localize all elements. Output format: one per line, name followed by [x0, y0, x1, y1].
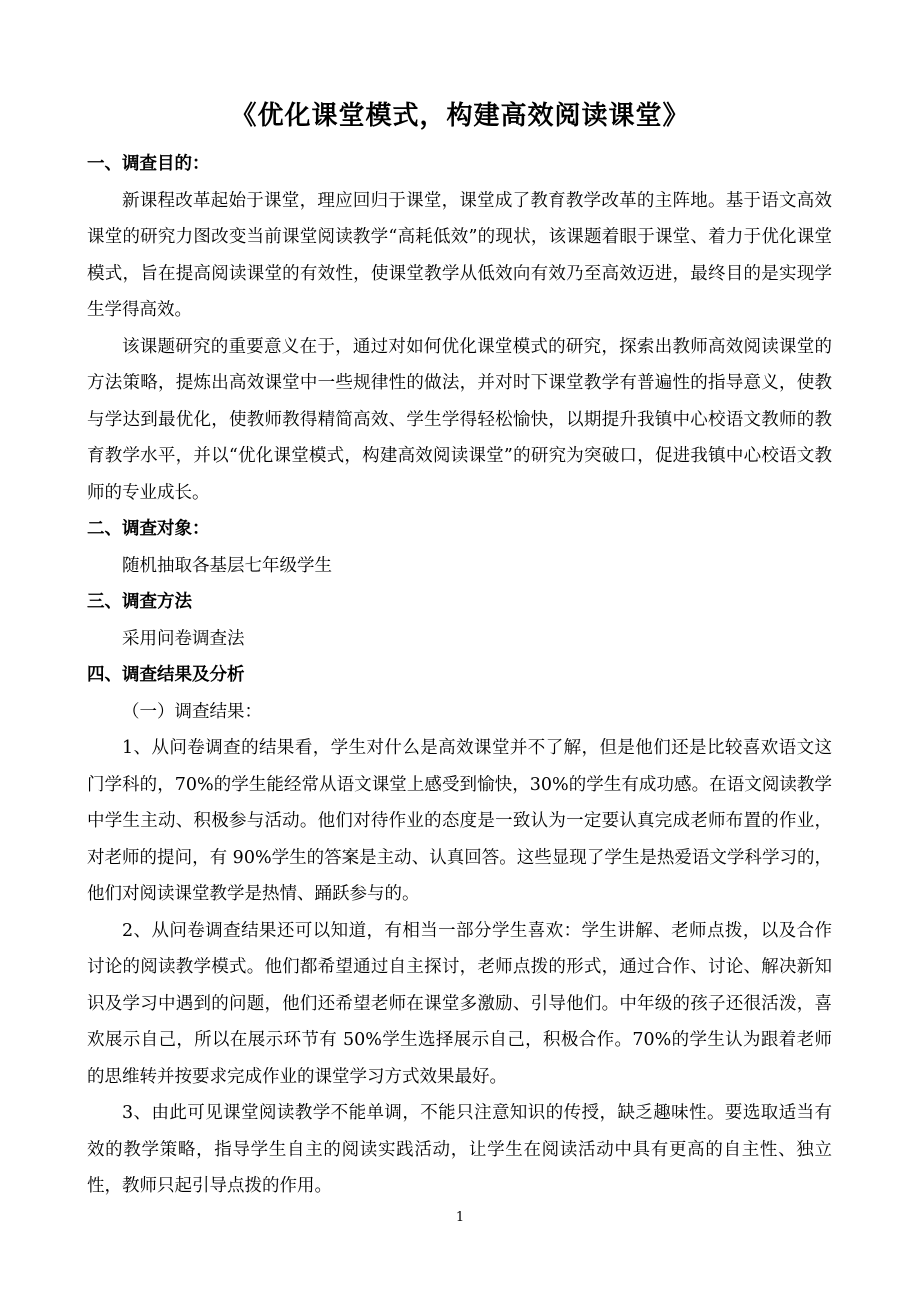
paragraph: 该课题研究的重要意义在于，通过对如何优化课堂模式的研究，探索出教师高效阅读课堂的方法策略，提炼出高效课堂中一些规律性的做法，并对时下课堂教学有普遍性的指导意义，使教与学达到最优化，使教师教得精简高效、学生学得轻松愉快，以期提升我镇中心校语文教师的教育教学水平，并以“优化课堂模式，构建高效阅读课堂”的研究为突破口，促进我镇中心校语文教师的专业成长。 [87, 336, 832, 503]
paragraph: 采用问卷调查法 [122, 628, 245, 649]
paragraph: 1、从问卷调查的结果看，学生对什么是高效课堂并不了解，但是他们还是比较喜欢语文这门学科的，70%的学生能经常从语文课堂上感受到愉快，30%的学生有成功感。在语文阅读教学中学生主动、积极参与活动。他们对待作业的态度是一致认为一定要认真完成老师布置的作业，对老师的提问，有 90%学生的答案是主动、认真回答。这些显现了学生是热爱语文学科学习的，他们对阅读课堂教学是热情、踊跃参与的。 [87, 738, 832, 904]
subsection-heading: （一）调查结果： [122, 701, 262, 722]
paragraph: 随机抽取各基层七年级学生 [122, 555, 332, 576]
document-body [87, 146, 832, 1205]
section-heading-subjects: 二、调查对象： [87, 519, 210, 539]
section-heading-method: 三、调查方法 [87, 592, 192, 612]
paragraph: 3、由此可见课堂阅读教学不能单调，不能只注意知识的传授，缺乏趣味性。要选取适当有效的教学策略，指导学生自主的阅读实践活动，让学生在阅读活动中具有更高的自主性、独立性，教师只起引导点拨的作用。 [87, 1103, 832, 1196]
section-heading-purpose: 一、调查目的： [87, 154, 210, 174]
page-number: 1 [455, 1210, 465, 1225]
paragraph: 2、从问卷调查结果还可以知道，有相当一部分学生喜欢：学生讲解、老师点拨，以及合作讨论的阅读教学模式。他们都希望通过自主探讨，老师点拨的形式，通过合作、讨论、解决新知识及学习中遇到的问题，他们还希望老师在课堂多激励、引导他们。中年级的孩子还很活泼，喜欢展示自己，所以在展示环节有 50%学生选择展示自己，积极合作。70%的学生认为跟着老师的思维转并按要求完成作业的课堂学习方式效果最好。 [87, 920, 832, 1087]
paragraph: 新课程改革起始于课堂，理应回归于课堂，课堂成了教育教学改革的主阵地。基于语文高效课堂的研究力图改变当前课堂阅读教学“高耗低效”的现状，该课题着眼于课堂、着力于优化课堂模式，旨在提高阅读课堂的有效性，使课堂教学从低效向有效乃至高效迈进，最终目的是实现学生学得高效。 [87, 190, 832, 320]
section-heading-results: 四、调查结果及分析 [87, 665, 245, 685]
page-title: 《优化课堂模式，构建高效阅读课堂》 [230, 101, 690, 131]
